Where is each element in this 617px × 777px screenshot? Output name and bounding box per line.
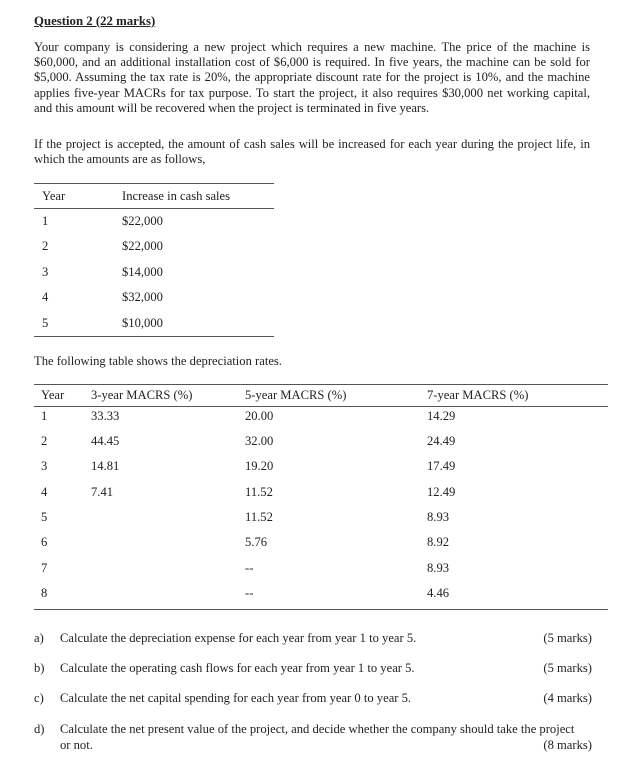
header-year: Year [41, 388, 65, 402]
cell-year: 1 [42, 214, 49, 228]
cell-sales: $22,000 [122, 214, 163, 228]
cell-7yr: 4.46 [427, 586, 450, 601]
cell-year: 5 [42, 315, 49, 330]
cell-3yr [91, 584, 245, 609]
table-header-row [34, 385, 608, 407]
sales-intro-paragraph: If the project is accepted, the amount of cash sales will be increased for each year during the project life, in which the amounts are as follows, [34, 137, 590, 167]
cell-sales: $32,000 [122, 290, 163, 305]
cell-year: 1 [41, 409, 48, 423]
cell-5yr: 32.00 [245, 433, 274, 448]
cell-7yr: 12.49 [427, 484, 456, 499]
cell-7yr: 17.49 [427, 459, 456, 474]
question-text: Calculate the depreciation expense for each year from year 1 to year 5. [60, 631, 417, 645]
table-row [34, 209, 274, 235]
cell-5yr: 5.76 [245, 535, 268, 550]
question-marks: (4 marks) [543, 691, 592, 705]
depreciation-table [34, 384, 608, 610]
question-marks: (8 marks) [543, 738, 592, 752]
header-3-year-macrs: 3-year MACRS (%) [91, 388, 193, 402]
cell-sales: $14,000 [122, 264, 163, 279]
table-row [34, 457, 608, 482]
question-marks: (5 marks) [543, 631, 592, 645]
question-heading: Question 2 (22 marks) [34, 14, 156, 28]
question-text: Calculate the operating cash flows for each year from year 1 to year 5. [60, 661, 415, 675]
cell-year: 6 [41, 535, 48, 550]
header-7-year-macrs: 7-year MACRS (%) [427, 388, 529, 402]
cell-year: 3 [41, 459, 48, 474]
cell-7yr: 8.93 [427, 560, 450, 575]
cell-5yr: -- [245, 586, 254, 601]
cell-year: 5 [41, 510, 48, 525]
question-label: d) [34, 722, 45, 736]
cell-sales: $10,000 [122, 315, 163, 330]
question-label: c) [34, 691, 44, 705]
cell-year: 4 [42, 290, 49, 305]
cell-year: 8 [41, 586, 48, 601]
cell-year: 2 [42, 239, 49, 254]
cell-3yr [91, 508, 245, 533]
table-row [34, 508, 608, 533]
table-row [34, 234, 274, 260]
cell-3yr: 44.45 [91, 433, 120, 448]
question-label: a) [34, 631, 44, 645]
table-row [34, 533, 608, 558]
cell-5yr: 19.20 [245, 459, 274, 474]
table-row [34, 432, 608, 457]
question-text: Calculate the net capital spending for each year from year 0 to year 5. [60, 691, 412, 705]
cell-3yr: 7.41 [91, 484, 114, 499]
intro-paragraph: Your company is considering a new project which requires a new machine. The price of the machine is $60,000, and an additional installation cost of $6,000 is required. In five years, the machine can be sold for $5,000. Assuming the tax rate is 20%, the appropriate discount rate for the project is 10%, and the machine applies five-year MACRs for tax purpose. To start the project, it also requires $30,000 net working capital, and this amount will be recovered when the project is terminated in five years. [34, 40, 590, 115]
cell-5yr: 11.52 [245, 510, 273, 525]
cell-7yr: 8.92 [427, 535, 450, 550]
cell-year: 2 [41, 433, 48, 448]
cell-7yr: 8.93 [427, 510, 450, 525]
cell-3yr [91, 559, 245, 584]
cell-year: 3 [42, 264, 49, 279]
header-5-year-macrs: 5-year MACRS (%) [245, 388, 347, 402]
cash-sales-table [34, 183, 274, 337]
cell-3yr [91, 533, 245, 558]
cell-7yr: 14.29 [427, 409, 456, 423]
table-header-row [34, 184, 274, 209]
header-increase-cash-sales: Increase in cash sales [122, 188, 231, 203]
cell-3yr: 14.81 [91, 459, 120, 474]
table-row [34, 260, 274, 286]
table-row [34, 285, 274, 311]
cell-7yr: 24.49 [427, 433, 456, 448]
header-year: Year [42, 188, 66, 203]
question-text-continued: or not. [60, 738, 93, 752]
question-text: Calculate the net present value of the project, and decide whether the company should take the project [60, 722, 575, 736]
cell-5yr: 20.00 [245, 409, 274, 423]
cell-sales: $22,000 [122, 239, 163, 254]
cell-year: 4 [41, 484, 48, 499]
cell-5yr: 11.52 [245, 484, 273, 499]
table-row [34, 407, 608, 432]
cell-year: 7 [41, 560, 48, 575]
table-row [34, 483, 608, 508]
cell-3yr: 33.33 [91, 409, 120, 423]
table-row [34, 559, 608, 584]
question-label: b) [34, 661, 45, 675]
question-marks: (5 marks) [543, 661, 592, 675]
cell-5yr: -- [245, 560, 254, 575]
depreciation-intro: The following table shows the depreciation rates. [34, 354, 282, 368]
table-row [34, 584, 608, 609]
table-row [34, 311, 274, 337]
